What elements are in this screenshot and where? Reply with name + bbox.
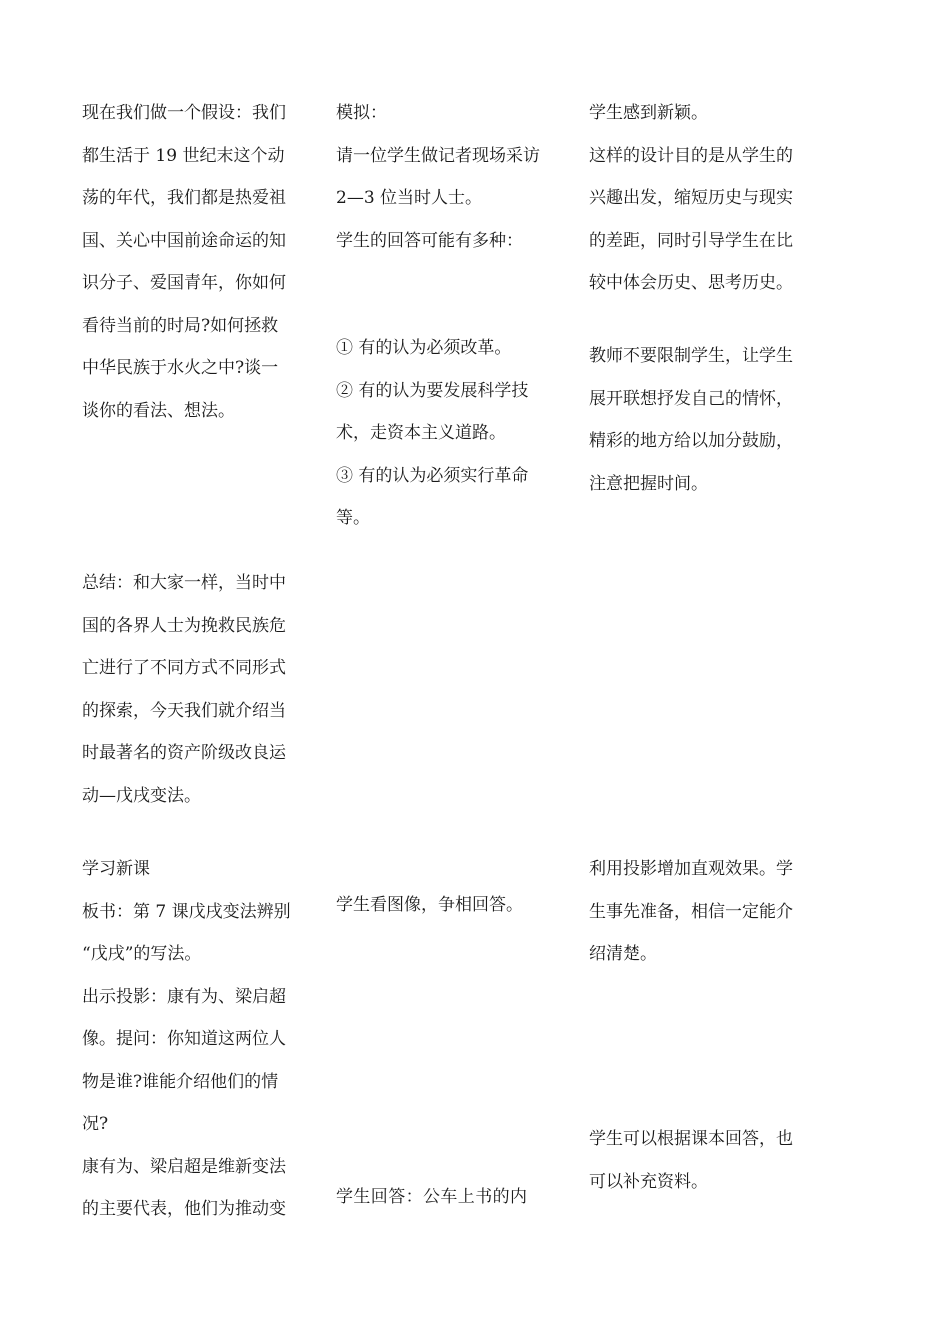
text-line: 2—3 位当时人士。 <box>336 188 483 208</box>
text-line: “戊戌”的写法。 <box>82 944 202 964</box>
text-line: 学习新课 <box>82 859 150 879</box>
text-line: 生事先准备，相信一定能介 <box>589 901 793 922</box>
text-line: 出示投影：康有为、梁启超 <box>82 986 286 1007</box>
text-line: 物是谁?谁能介绍他们的情 <box>82 1071 279 1092</box>
text-line: 请一位学生做记者现场采访 <box>336 145 540 166</box>
student-answer-paragraph <box>336 1176 574 1219</box>
new-lesson-paragraph <box>82 848 320 1231</box>
list-item: ① 有的认为必须改革。 <box>336 338 512 358</box>
text-line: 都生活于 19 世纪末这个动 <box>82 145 285 166</box>
answers-list <box>336 327 574 540</box>
text-line: 学生看图像，争相回答。 <box>336 895 523 915</box>
textbook-note-paragraph <box>589 1118 835 1203</box>
text-line: 较中体会历史、思考历史。 <box>589 273 793 293</box>
text-line: 的差距，同时引导学生在比 <box>589 230 793 251</box>
teacher-note-paragraph <box>589 335 835 505</box>
text-line: 像。提问：你知道这两位人 <box>82 1029 286 1049</box>
text-line: 精彩的地方给以加分鼓励， <box>589 431 793 451</box>
list-item: ② 有的认为要发展科学技 <box>336 380 529 401</box>
text-line: 等。 <box>336 508 370 528</box>
text-line: 术，走资本主义道路。 <box>336 423 506 443</box>
text-line: 国、关心中国前途命运的知 <box>82 230 286 251</box>
text-line: 谈你的看法、想法。 <box>82 400 235 421</box>
text-line: 的探索，今天我们就介绍当 <box>82 700 286 721</box>
text-line: 学生可以根据课本回答，也 <box>589 1129 793 1149</box>
text-line: 动—戊戌变法。 <box>82 785 201 806</box>
simulation-paragraph <box>336 92 574 262</box>
text-line: 利用投影增加直观效果。学 <box>589 859 793 879</box>
hypothesis-paragraph <box>82 92 320 432</box>
text-line: 展开联想抒发自己的情怀， <box>589 388 793 409</box>
text-line: 况? <box>82 1114 109 1134</box>
text-line: 康有为、梁启超是维新变法 <box>82 1156 286 1177</box>
text-line: 国的各界人士为挽救民族危 <box>82 615 286 636</box>
summary-paragraph <box>82 562 320 817</box>
text-line: 兴趣出发，缩短历史与现实 <box>589 188 793 208</box>
text-line: 教师不要限制学生，让学生 <box>589 346 793 366</box>
text-line: 亡进行了不同方式不同形式 <box>82 658 286 678</box>
text-line: 学生感到新颖。 <box>589 103 708 123</box>
design-purpose-paragraph <box>589 92 835 305</box>
text-line: 看待当前的时局?如何拯救 <box>82 315 279 336</box>
text-line: 荡的年代，我们都是热爱祖 <box>82 188 286 208</box>
text-line: 中华民族于水火之中?谈一 <box>82 358 279 378</box>
text-line: 模拟： <box>336 103 387 123</box>
image-response-paragraph <box>336 884 574 927</box>
text-line: 的主要代表，他们为推动变 <box>82 1199 286 1219</box>
text-line: 可以补充资料。 <box>589 1171 708 1192</box>
text-line: 这样的设计目的是从学生的 <box>589 145 793 166</box>
projection-note-paragraph <box>589 848 835 976</box>
list-item: ③ 有的认为必须实行革命 <box>336 465 529 486</box>
text-line: 注意把握时间。 <box>589 473 708 494</box>
text-line: 现在我们做一个假设：我们 <box>82 103 286 123</box>
text-line: 总结：和大家一样，当时中 <box>82 573 286 593</box>
text-line: 识分子、爱国青年，你如何 <box>82 273 286 293</box>
text-line: 绍清楚。 <box>589 944 657 964</box>
text-line: 学生回答：公车上书的内 <box>336 1187 528 1207</box>
text-line: 学生的回答可能有多种： <box>336 230 523 251</box>
text-line: 板书：第 7 课戊戌变法辨别 <box>82 901 291 922</box>
text-line: 时最著名的资产阶级改良运 <box>82 743 286 763</box>
